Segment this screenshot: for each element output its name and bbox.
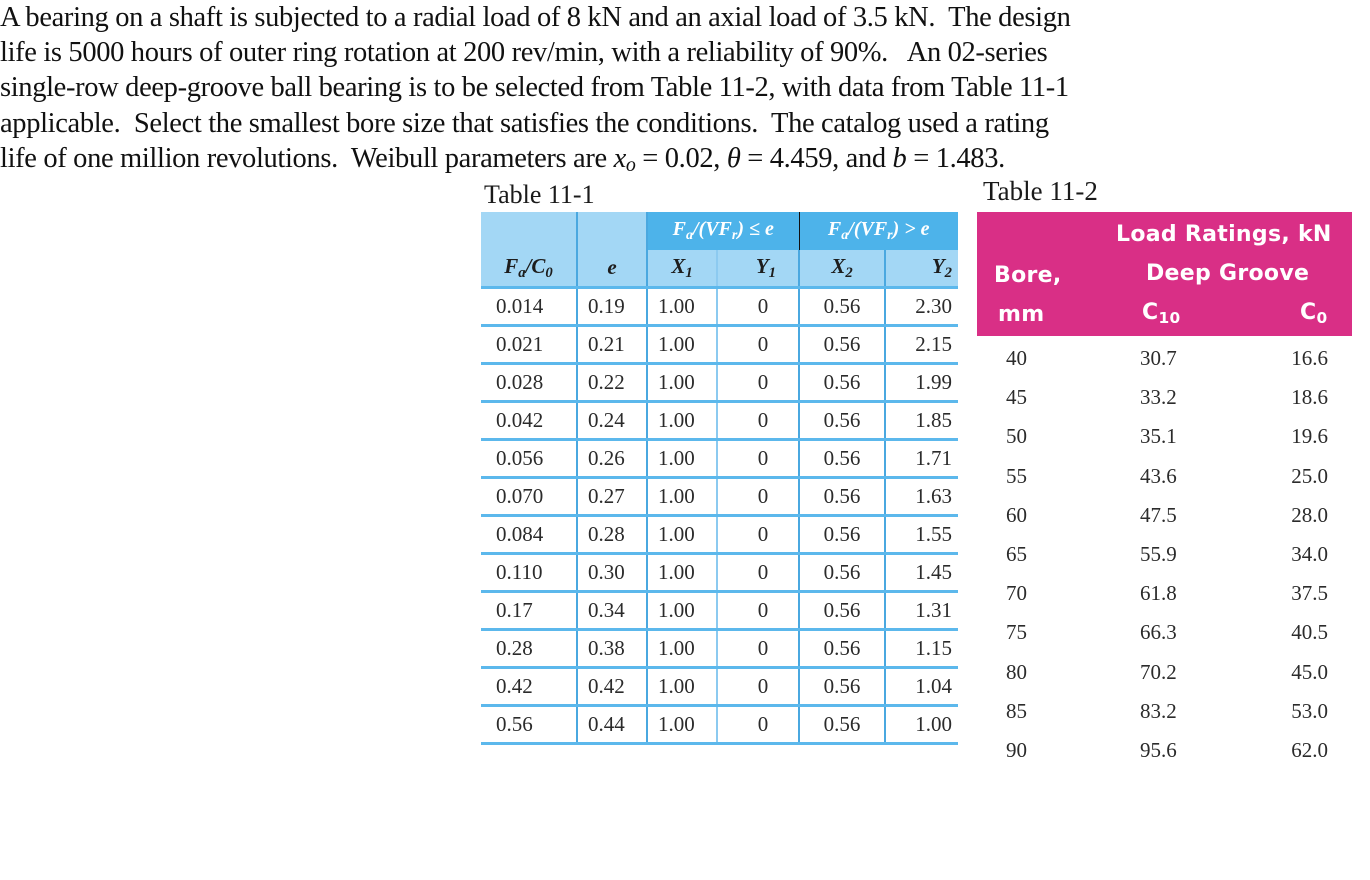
table-cell: 0 (717, 325, 799, 363)
table-cell: 0.28 (481, 629, 577, 667)
table-cell: 0.56 (799, 667, 885, 705)
table-cell: 1.85 (885, 401, 958, 439)
table-cell-co: 62.0 (1291, 737, 1328, 762)
table-row (481, 667, 958, 705)
table-row (977, 614, 1352, 653)
x0-subscript: o (625, 153, 636, 176)
b-value: = 1.483. (906, 142, 1005, 174)
problem-statement (0, 0, 1230, 183)
table-row (977, 732, 1352, 771)
group-header-le: $F_a/(VF_r) \le e$ (647, 212, 799, 250)
table-cell-co: 18.6 (1291, 385, 1328, 410)
table-cell: 1.00 (885, 705, 958, 743)
table-cell: 0 (717, 287, 799, 325)
col-header-y1: $Y_1$ (717, 250, 799, 287)
table-row (481, 515, 958, 553)
table-cell-c10: 95.6 (1140, 737, 1177, 762)
table-cell: 0 (717, 363, 799, 401)
table-cell-bore: 40 (1006, 346, 1027, 370)
table-cell-c10: 83.2 (1140, 698, 1177, 723)
table-cell: 0.28 (577, 515, 647, 553)
table-cell-co: 40.5 (1291, 620, 1328, 645)
col-header-e: e (577, 250, 647, 287)
table-cell: 1.71 (885, 439, 958, 477)
table-11-2-header (977, 212, 1352, 336)
table-11-1 (481, 212, 958, 745)
table-cell: 0.56 (799, 477, 885, 515)
c0-header: $C_0$ (1300, 300, 1328, 327)
theta-symbol: θ (726, 142, 741, 174)
table-row (977, 654, 1352, 693)
col-header-x1: $X_1$ (647, 250, 717, 287)
table-cell: 1.99 (885, 363, 958, 401)
table-cell: 0.56 (799, 439, 885, 477)
table-cell: 0.19 (577, 287, 647, 325)
table-11-2-body (977, 340, 1352, 771)
table-cell: 0 (717, 553, 799, 591)
weibull-prefix: life of one million revolutions. Weibull parameters are (0, 142, 614, 174)
load-ratings-header: Load Ratings, kN (1116, 222, 1332, 247)
table-row (977, 340, 1352, 379)
table-cell: 0 (717, 629, 799, 667)
table-row (481, 287, 958, 325)
table-cell: 1.00 (647, 629, 717, 667)
table-cell: 1.00 (647, 439, 717, 477)
table-cell: 0.26 (577, 439, 647, 477)
table-cell-co: 19.6 (1291, 424, 1328, 449)
table-row (481, 325, 958, 363)
x0-value: = 0.02, (635, 142, 727, 174)
table-cell: 0.22 (577, 363, 647, 401)
table-cell: 0.56 (481, 705, 577, 743)
table-cell: 0.56 (799, 325, 885, 363)
table-cell: 0.24 (577, 401, 647, 439)
table-cell: 1.00 (647, 325, 717, 363)
col-header-y2: $Y_2$ (885, 250, 958, 287)
table-cell: 1.00 (647, 591, 717, 629)
table-cell: 1.31 (885, 591, 958, 629)
b-symbol: b (892, 142, 907, 174)
problem-line: applicable. Select the smallest bore size that satisfies the conditions. The catalog used a rating (0, 107, 1049, 139)
table-cell-co: 34.0 (1291, 541, 1328, 566)
table-cell: 0.21 (577, 325, 647, 363)
table-cell-bore: 55 (1006, 463, 1027, 488)
table-row (977, 458, 1352, 497)
table-row (977, 575, 1352, 614)
table-cell-c10: 47.5 (1140, 502, 1177, 527)
col-header-fa-c0: $F_a/C_0$ (481, 250, 577, 287)
table-cell: 0.110 (481, 553, 577, 591)
table-cell-co: 16.6 (1291, 346, 1328, 370)
table-cell-c10: 35.1 (1140, 424, 1177, 449)
col-header-x2: $X_2$ (799, 250, 885, 287)
table-row (977, 497, 1352, 536)
table-cell-c10: 70.2 (1140, 659, 1177, 684)
table-cell-co: 37.5 (1291, 581, 1328, 606)
table-cell: 1.00 (647, 477, 717, 515)
table-cell: 0 (717, 439, 799, 477)
group-header-gt: $F_a/(VF_r) > e$ (799, 212, 958, 250)
table-cell: 0.56 (799, 515, 885, 553)
table-cell: 0 (717, 667, 799, 705)
deep-groove-header: Deep Groove (1146, 261, 1310, 286)
table-11-2-caption: Table 11-2 (983, 176, 1098, 206)
table-cell: 0.30 (577, 553, 647, 591)
table-cell-c10: 61.8 (1140, 581, 1177, 606)
table-cell-c10: 66.3 (1140, 620, 1177, 645)
table-cell: 0.56 (799, 705, 885, 743)
table-cell-c10: 33.2 (1140, 385, 1177, 410)
table-cell-bore: 80 (1006, 659, 1027, 684)
table-cell-co: 28.0 (1291, 502, 1328, 527)
table-cell: 0.56 (799, 591, 885, 629)
table-cell: 0.084 (481, 515, 577, 553)
table-cell-co: 53.0 (1291, 698, 1328, 723)
table-cell: 0.056 (481, 439, 577, 477)
table-cell: 1.15 (885, 629, 958, 667)
table-cell: 1.45 (885, 553, 958, 591)
table-row (481, 401, 958, 439)
table-cell: 1.00 (647, 553, 717, 591)
table-cell: 0.56 (799, 553, 885, 591)
table-cell-bore: 60 (1006, 502, 1027, 527)
table-cell: 1.00 (647, 667, 717, 705)
table-cell: 1.00 (647, 401, 717, 439)
table-row (977, 536, 1352, 575)
table-cell: 0.17 (481, 591, 577, 629)
theta-value: = 4.459, and (740, 142, 893, 174)
table-cell: 0.38 (577, 629, 647, 667)
table-row (977, 379, 1352, 418)
table-cell-bore: 75 (1006, 620, 1027, 645)
problem-line: A bearing on a shaft is subjected to a radial load of 8 kN and an axial load of 3.5 kN. The design (0, 2, 1071, 33)
table-cell: 0 (717, 477, 799, 515)
table-cell: 0 (717, 591, 799, 629)
table-cell: 0 (717, 401, 799, 439)
table-row (481, 439, 958, 477)
table-cell: 0.014 (481, 287, 577, 325)
table-cell: 0.028 (481, 363, 577, 401)
table-cell-c10: 43.6 (1140, 463, 1177, 488)
table-row (481, 591, 958, 629)
table-cell: 0.56 (799, 363, 885, 401)
table-cell: 0.42 (481, 667, 577, 705)
bore-header: Bore, (994, 263, 1062, 288)
table-cell: 2.30 (885, 287, 958, 325)
table-cell: 0.42 (577, 667, 647, 705)
table-cell-bore: 50 (1006, 424, 1027, 449)
table-11-1-caption: Table 11-1 (484, 180, 595, 209)
table-cell: 0.44 (577, 705, 647, 743)
table-cell: 1.63 (885, 477, 958, 515)
table-cell: 1.00 (647, 705, 717, 743)
table-cell-bore: 90 (1006, 737, 1027, 762)
table-row (481, 629, 958, 667)
table-row (977, 418, 1352, 457)
table-cell: 1.00 (647, 363, 717, 401)
table-cell-bore: 65 (1006, 541, 1027, 566)
table-row (481, 553, 958, 591)
table-cell-c10: 30.7 (1140, 346, 1177, 370)
bore-unit-header: mm (998, 302, 1045, 327)
table-cell: 2.15 (885, 325, 958, 363)
table-cell-c10: 55.9 (1140, 541, 1177, 566)
table-cell: 0.56 (799, 629, 885, 667)
table-cell: 1.55 (885, 515, 958, 553)
problem-line: life is 5000 hours of outer ring rotation at 200 rev/min, with a reliability of 90%. An 02-series (0, 37, 1048, 69)
table-cell: 0.34 (577, 591, 647, 629)
table-cell: 0 (717, 515, 799, 553)
table-cell-bore: 70 (1006, 581, 1027, 606)
c10-header: $C_{10}$ (1142, 300, 1181, 327)
table-cell: 0.56 (799, 401, 885, 439)
table-cell: 1.00 (647, 287, 717, 325)
problem-line: single-row deep-groove ball bearing is to be selected from Table 11-2, with data from Table 11-1 (0, 72, 1069, 104)
table-row (481, 705, 958, 743)
table-cell: 0 (717, 705, 799, 743)
table-cell-bore: 85 (1006, 698, 1027, 723)
table-cell: 1.00 (647, 515, 717, 553)
table-row (481, 477, 958, 515)
table-cell: 0.070 (481, 477, 577, 515)
table-row (977, 693, 1352, 732)
table-cell-co: 25.0 (1291, 463, 1328, 488)
table-cell-co: 45.0 (1291, 659, 1328, 684)
table-cell: 0.27 (577, 477, 647, 515)
x0-symbol: x (613, 142, 626, 174)
table-row (481, 363, 958, 401)
table-cell: 0.56 (799, 287, 885, 325)
table-cell-bore: 45 (1006, 385, 1027, 410)
table-cell: 0.021 (481, 325, 577, 363)
table-cell: 1.04 (885, 667, 958, 705)
table-cell: 0.042 (481, 401, 577, 439)
